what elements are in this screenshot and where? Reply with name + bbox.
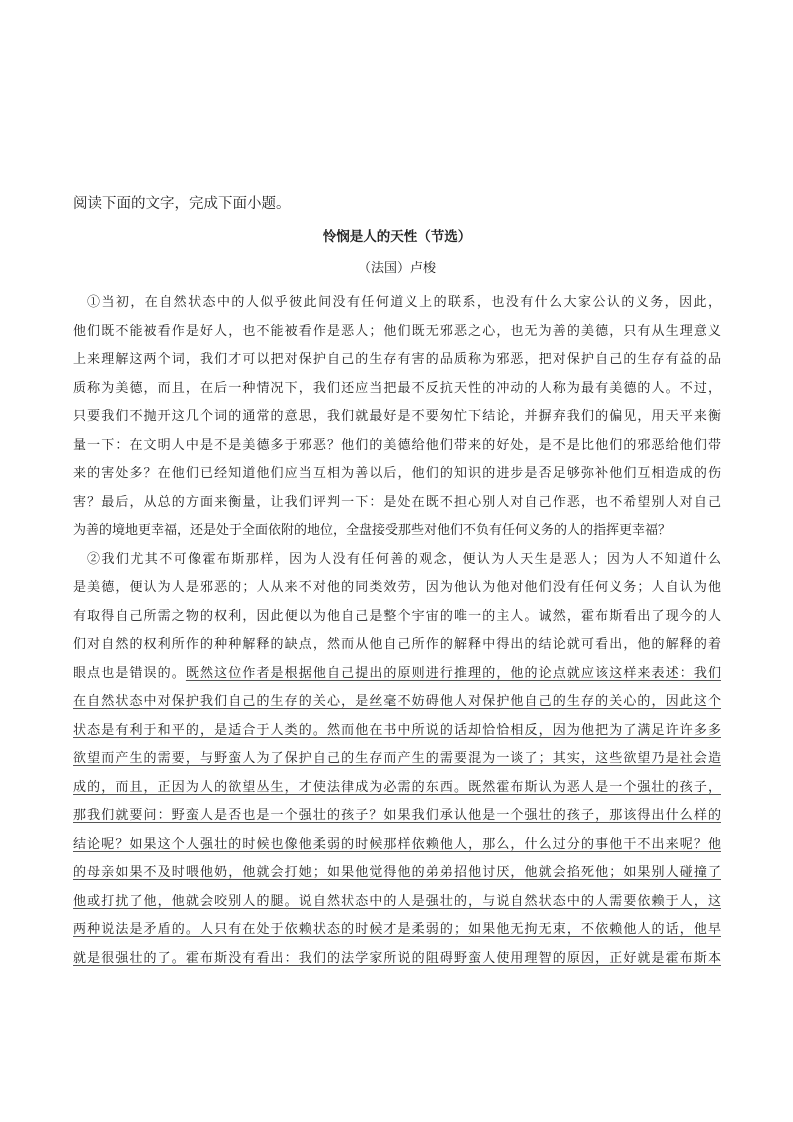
text-segment: 来的害处多？在他们已经知道他们应当互相为善以后，他们的知识的进步是否足够弥补他们互相造成的伤 <box>73 466 721 481</box>
text-line <box>73 631 721 660</box>
text-line <box>73 859 721 888</box>
text-segment: 质称为美德，而且，在后一种情况下，我们还应当把最不反抗天性的冲动的人称为最有美德的人。不过， <box>73 380 721 396</box>
text-line <box>73 346 721 375</box>
underlined-text: 在自然状态中对保护我们自己的生存的关心，是丝毫不妨碍他人对保护他自己的生存的关心的，因此这个 <box>73 694 721 709</box>
text-segment: 只要我们不抛开这几个词的通常的意思，我们就最好是不要匆忙下结论，并摒弃我们的偏见，用天平来衡 <box>73 409 721 424</box>
underlined-text: 的母亲如果不及时喂他奶，他就会打她；如果他觉得他的弟弟招他讨厌，他就会掐死他；如果别人碰撞了 <box>73 865 721 880</box>
text-line <box>73 375 721 404</box>
text-segment: ①当初，在自然状态中的人似乎彼此间没有任何道义上的联系，也没有什么大家公认的义务，因此， <box>87 295 721 310</box>
underlined-text: 两种说法是矛盾的。人只有在处于依赖状态的时候才是柔弱的；如果他无拘无束，不依赖他人的话，他早 <box>73 922 721 937</box>
text-line <box>73 460 721 489</box>
text-segment: 有取得自己所需之物的权利，因此便以为他自己是整个宇宙的唯一的主人。诚然，霍布斯看出了现今的人 <box>73 608 721 624</box>
text-segment: 们对自然的权利所作的种种解释的缺点，然而从他自己所作的解释中得出的结论就可看出，他的解释的着 <box>73 637 721 652</box>
text-segment: 害？最后，从总的方面来衡量，让我们评判一下：是处在既不担心别人对自己作恶，也不希望别人对自己 <box>73 494 721 510</box>
reading-instruction: 阅读下面的文字，完成下面小题。 <box>73 196 291 212</box>
text-segment: 眼点也是错误的。 <box>73 665 186 681</box>
text-segment: 上来理解这两个词，我们才可以把对保护自己的生存有害的品质称为邪恶，把对保护自己的生存有益的品 <box>73 352 721 367</box>
text-line <box>73 318 721 347</box>
text-line <box>73 289 721 318</box>
text-line <box>73 517 721 546</box>
text-segment: 为善的境地更幸福，还是处于全面依附的地位，全盘接受那些对他们不负有任何义务的人的指挥更幸福？ <box>73 523 672 538</box>
text-line <box>73 660 721 689</box>
underlined-text: 状态是有利于和平的，是适合于人类的。然而他在书中所说的话却恰恰相反，因为他把为了满足许许多多 <box>73 722 721 738</box>
text-line <box>73 717 721 746</box>
text-line <box>73 831 721 860</box>
text-line <box>73 774 721 803</box>
text-line <box>73 688 721 717</box>
text-line <box>73 489 721 518</box>
article-title: 怜悯是人的天性（节选） <box>322 229 472 245</box>
text-segment: ②我们尤其不可像霍布斯那样，因为人没有任何善的观念，便认为人天生是恶人；因为人不知道什么 <box>87 551 721 567</box>
text-line <box>73 574 721 603</box>
text-line <box>73 888 721 917</box>
text-line <box>73 945 721 974</box>
text-segment: 他们既不能被看作是好人，也不能被看作是恶人；他们既无邪恶之心，也无为善的美德，只有从生理意义 <box>73 323 721 339</box>
text-line <box>73 916 721 945</box>
text-line <box>73 802 721 831</box>
article-body <box>73 289 721 973</box>
article-author: （法国）卢梭 <box>357 261 436 276</box>
text-segment: 是美德，便认为人是邪恶的；人从来不对他的同类效劳，因为他认为他对他们没有任何义务；人自认为他 <box>73 580 721 595</box>
text-line <box>73 432 721 461</box>
text-line <box>73 403 721 432</box>
text-segment: 量一下：在文明人中是不是美德多于邪恶？他们的美德给他们带来的好处，是不是比他们的邪恶给他们带 <box>73 437 721 453</box>
underlined-text: 结论呢？如果这个人强壮的时候也像他柔弱的时候那样依赖他人，那么，什么过分的事他干不出来呢？他 <box>73 836 721 852</box>
text-line <box>73 745 721 774</box>
underlined-text: 成的，而且，正因为人的欲望丛生，才使法律成为必需的东西。既然霍布斯认为恶人是一个强壮的孩子， <box>73 779 721 795</box>
underlined-text: 那我们就要问：野蛮人是否也是一个强壮的孩子？如果我们承认他是一个强壮的孩子，那该得出什么样的 <box>73 808 721 823</box>
underlined-text: 欲望而产生的需要，与野蛮人为了保护自己的生存而产生的需要混为一谈了；其实，这些欲望乃是社会造 <box>73 751 721 766</box>
text-line <box>73 546 721 575</box>
underlined-text: 就是很强壮的了。霍布斯没有看出：我们的法学家所说的阻碍野蛮人使用理智的原因，正好就是霍布斯本 <box>73 950 721 966</box>
underlined-text: 他或打扰了他，他就会咬别人的腿。说自然状态中的人是强壮的，与说自然状态中的人需要依赖于人，这 <box>73 893 721 909</box>
underlined-text: 既然这位作者是根据他自己提出的原则进行推理的，他的论点就应该这样来表述：我们 <box>185 665 721 681</box>
text-line <box>73 603 721 632</box>
